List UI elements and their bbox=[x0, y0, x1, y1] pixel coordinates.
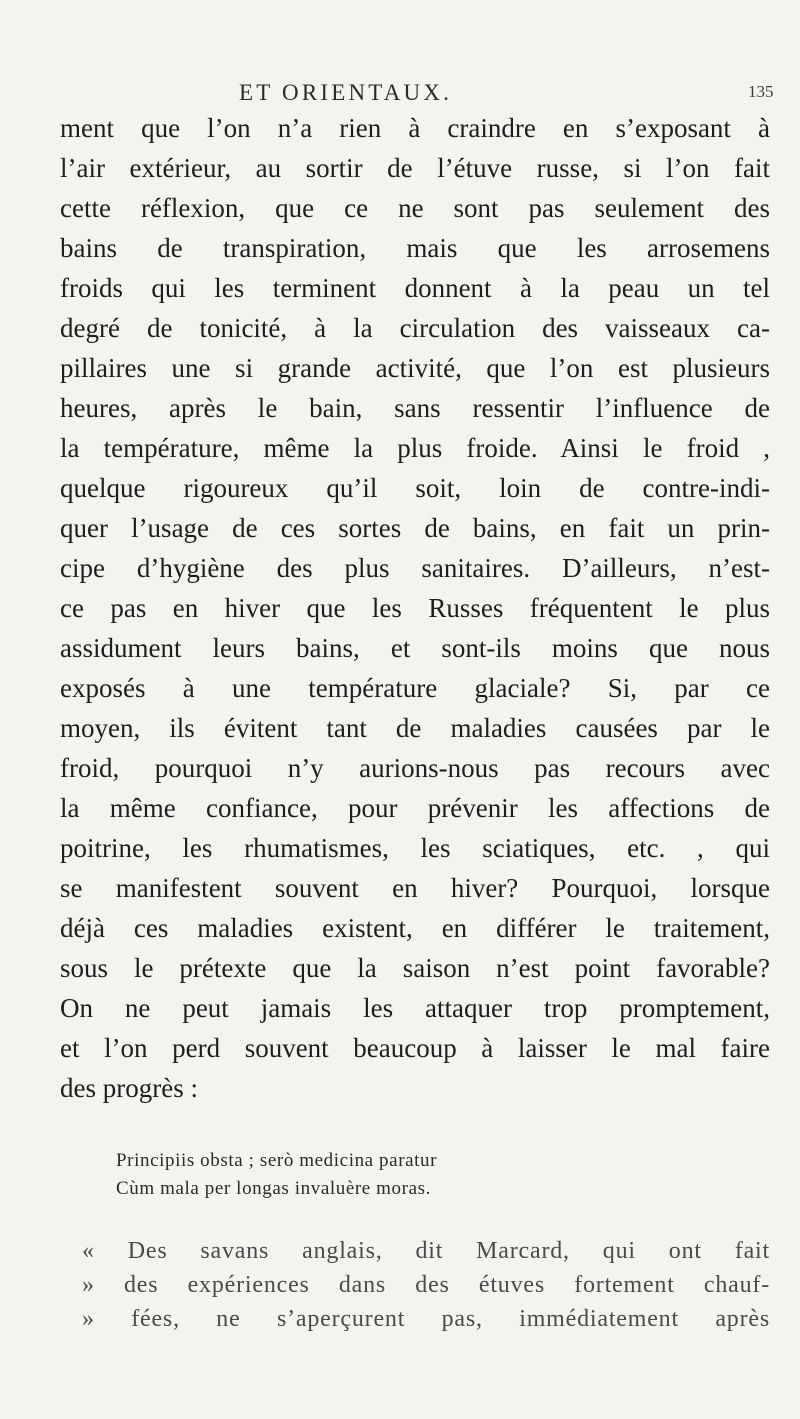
text-line: ment que l’on n’a rien à craindre en s’exposant à bbox=[60, 113, 770, 143]
text-line: bains de transpiration, mais que les arrosemens bbox=[60, 233, 770, 263]
text-line: se manifestent souvent en hiver? Pourquoi, lorsque bbox=[60, 873, 770, 903]
text-line: pillaires une si grande activité, que l’on est plusieurs bbox=[60, 353, 770, 383]
text-line: déjà ces maladies existent, en différer le traitement, bbox=[60, 913, 770, 943]
text-line: des progrès : bbox=[60, 1073, 198, 1103]
text-line: degré de tonicité, à la circulation des vaisseaux ca- bbox=[60, 313, 770, 343]
citation-line: » fées, ne s’aperçurent pas, immédiatement après bbox=[82, 1306, 770, 1332]
text-line: cipe d’hygiène des plus sanitaires. D’ailleurs, n’est- bbox=[60, 553, 770, 583]
running-title: ET ORIENTAUX. bbox=[239, 80, 453, 105]
text-line: la température, même la plus froide. Ainsi le froid , bbox=[60, 433, 770, 463]
text-line: et l’on perd souvent beaucoup à laisser le mal faire bbox=[60, 1033, 770, 1063]
text-line: sous le prétexte que la saison n’est point favorable? bbox=[60, 953, 770, 983]
text-line: l’air extérieur, au sortir de l’étuve russe, si l’on fait bbox=[60, 153, 770, 183]
text-line: poitrine, les rhumatismes, les sciatiques, etc. , qui bbox=[60, 833, 770, 863]
text-line: froids qui les terminent donnent à la peau un tel bbox=[60, 273, 770, 303]
text-line: quelque rigoureux qu’il soit, loin de contre-indi- bbox=[60, 473, 770, 503]
citation-line: « Des savans anglais, dit Marcard, qui ont fait bbox=[82, 1238, 770, 1264]
text-line: exposés à une température glaciale? Si, par ce bbox=[60, 673, 770, 703]
text-line: cette réflexion, que ce ne sont pas seulement des bbox=[60, 193, 770, 223]
text-line: assidument leurs bains, et sont-ils moins que nous bbox=[60, 633, 770, 663]
text-line: On ne peut jamais les attaquer trop promptement, bbox=[60, 993, 770, 1023]
citation-line: » des expériences dans des étuves fortement chauf- bbox=[82, 1272, 770, 1298]
text-line: moyen, ils évitent tant de maladies causées par le bbox=[60, 713, 770, 743]
text-line: heures, après le bain, sans ressentir l’influence de bbox=[60, 393, 770, 423]
page-number: 135 bbox=[748, 82, 774, 101]
text-line: ce pas en hiver que les Russes fréquentent le plus bbox=[60, 593, 770, 623]
running-head bbox=[0, 80, 800, 110]
text-line: froid, pourquoi n’y aurions-nous pas recours avec bbox=[60, 753, 770, 783]
quote-line: Principiis obsta ; serò medicina paratur bbox=[116, 1150, 438, 1171]
quote-line: Cùm mala per longas invaluère moras. bbox=[116, 1178, 431, 1199]
text-line: quer l’usage de ces sortes de bains, en fait un prin- bbox=[60, 513, 770, 543]
text-line: la même confiance, pour prévenir les affections de bbox=[60, 793, 770, 823]
